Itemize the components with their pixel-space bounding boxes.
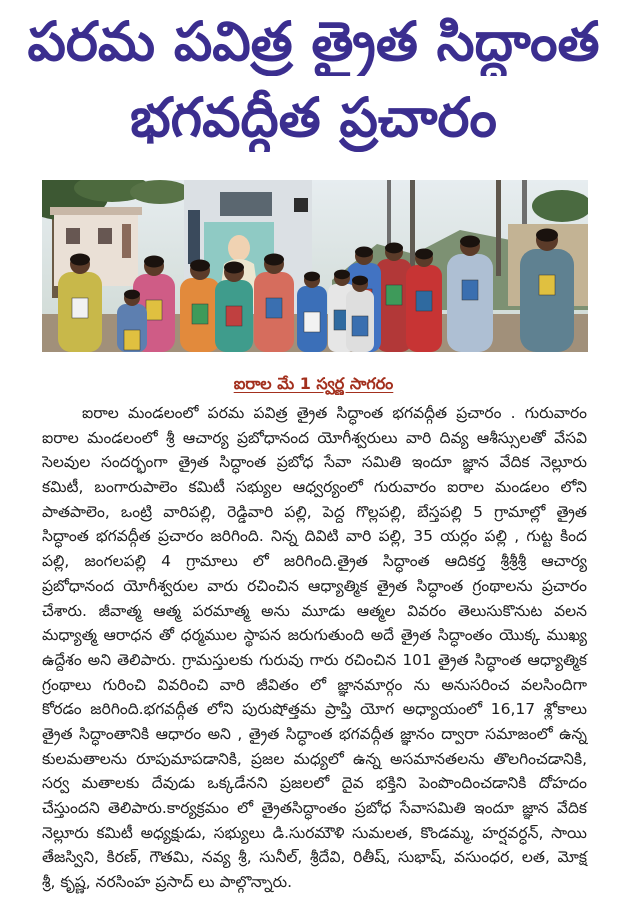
person-hair	[224, 262, 244, 274]
headline-line-1: పరమ పవిత్ర త్రైత సిద్ధాంత	[27, 10, 600, 73]
article-body-line: ఉద్దేశం అని తెలిపారు. గ్రామస్తులకు గురువు గారు రచించిన 101 త్రైత సిద్ధాంత ఆధ్యాత్మిక	[42, 650, 587, 669]
article-photo-scene	[42, 180, 588, 352]
article-body-line: గ్రంథాలు గురించి వివరించి వారి జీవితం లో జ్ఞానమార్గం ను అనుసరించ వలసిందిగా	[42, 675, 587, 694]
article-body-line: త్రైత సిద్ధాంతానికి ఆధారం అని , త్రైత సిద్ధాంత భగవద్గీత జ్ఞానం ద్వారా సమాజంలో ఉన్న	[42, 724, 587, 743]
person-body	[520, 249, 574, 352]
person-hair	[70, 254, 90, 266]
van-light	[294, 198, 308, 212]
person-hair	[460, 236, 480, 248]
article-photo	[42, 180, 588, 352]
article-body-line: మధ్యాత్మ ఆరాధన తో ధర్మముల స్థాపన జరుగుతుంది అదే త్రైత సిద్ధాంతం యొక్క ముఖ్య	[42, 626, 587, 645]
book	[416, 291, 432, 311]
house-window	[98, 228, 112, 244]
book	[192, 304, 208, 324]
van-grille	[220, 192, 272, 216]
article-body-line: చేస్తుందని తెలిపారు.కార్యక్రమం లో త్రైతసిద్ధాంతం ప్రబోధ సేవాసమితి ఇందూ జ్ఞాన వేదిక	[42, 799, 587, 817]
book	[386, 285, 402, 305]
person-hair	[124, 290, 140, 300]
article-body-line: సిద్ధాంత భగవద్గీత ప్రచారం జరిగింది. నిన్న దివిటి వారి పల్లి, 35 యర్లం పల్లి , గుట్ట కింద	[42, 527, 587, 546]
person-hair	[144, 256, 164, 268]
poster-figure-head	[228, 235, 250, 261]
person-hair	[190, 260, 210, 272]
person-body	[447, 254, 493, 352]
article-body-line: పల్లి, జంగలపల్లి 4 గ్రామాలు లో జరిగింది.త్రైత సిద్ధాంత ఆదికర్త శ్రీశ్రీశ్రీ ఆచార్య	[42, 552, 587, 571]
article-body-line: సర్వ మతాలకు దేవుడు ఒక్కడేనని ప్రజలలో దైవ భక్తిని పెంపొందించడానికి దోహదం	[42, 774, 587, 793]
person-hair	[536, 228, 558, 241]
house-roof	[50, 207, 142, 215]
palm-leaves	[130, 180, 190, 204]
book	[304, 312, 320, 332]
person-hair	[385, 243, 403, 254]
article-body-line: సెలవుల సందర్భంగా త్రైత సిద్ధాంత ప్రబోధ సేవా సమితి ఇందూ జ్ఞాన వేదిక నెల్లూరు	[42, 453, 587, 472]
person-hair	[334, 270, 350, 280]
person-hair	[355, 247, 373, 258]
person-hair	[415, 249, 433, 260]
article-body-line: కమిటీ, బంగారుపాలెం కమిటీ సభ్యుల ఆధ్వర్యంలో గురువారం ఐరాల మండలం లోని	[42, 478, 587, 497]
book	[72, 298, 88, 318]
article-body-line: కోరడం జరిగింది.భగవద్గీత లోని పురుషోత్తమ ప్రాప్తి యోగ అధ్యాయంలో 16,17 శ్లోకాలు	[42, 700, 587, 719]
book	[539, 275, 555, 295]
book	[146, 300, 162, 320]
article-body-line: శ్రీ, కృష్ణ, నరసింహ ప్రసాద్ లు పాల్గొన్నారు.	[42, 873, 293, 892]
person-hair	[304, 272, 320, 282]
article-body-line: తేజస్విని, కిరణ్, గౌతమి, నవ్య శ్రీ, సునీల్, శ్రీదేవి, రితీష్, సుభాష్, వసుంధర, లత, మోక్ష	[42, 848, 587, 867]
book	[266, 298, 282, 318]
article-body-line: ప్రబోధానంద యోగీశ్వరుల వారు రచించిన ఆధ్యాత్మిక త్రైత సిద్ధాంత గ్రంథాలను ప్రచారం	[42, 576, 587, 595]
person-hair	[352, 276, 368, 286]
article-body	[42, 401, 588, 895]
article-body-line: కులమతాలను రూపుమాపడానికి, ప్రజల మధ్యలో ఉన్న అసమానతలను తొలగించడానికి,	[42, 749, 587, 768]
article-body-line: ఐరాల మండలంలో పరమ పవిత్ర త్రైత సిద్ధాంత భగవద్గీత ప్రచారం . గురువారం	[82, 404, 587, 422]
book	[124, 330, 140, 350]
house-window	[66, 228, 80, 244]
article-body-line: నెల్లూరు కమిటీ అధ్యక్షుడు, సభ్యులు డి.సురమౌళి సుమలత, కొండమ్మ, హర్షవర్ధన్, సాయి	[42, 823, 587, 842]
dateline	[16, 373, 611, 395]
van-side-panel	[188, 210, 200, 264]
book	[226, 306, 242, 326]
article-body-line: పాతపాలెం, ఒంట్రి వారిపల్లి, రెడ్డివారి పల్లి, పెద్ద గొల్లపల్లి, బేస్తపల్లి 5 గ్రామాల్లో త్రైత	[42, 502, 587, 521]
person-hair	[264, 254, 284, 266]
headline-line-2: భగవద్గీత ప్రచారం	[130, 86, 497, 149]
book	[462, 280, 478, 300]
dateline-text: ఐరాల మే 1 స్వర్ణ సాగరం	[233, 374, 394, 393]
palm-trunk	[496, 180, 501, 276]
article-body-line: ఐరాల మండలంలో శ్రీ ఆచార్య ప్రబోధానంద యోగీశ్వరులు వారి దివ్య ఆశీస్సులతో వేసవి	[42, 428, 587, 447]
house-door	[122, 224, 131, 258]
article-body-line: చేశారు. జీవాత్మ ఆత్మ పరమాత్మ అను మూడు ఆత్మల వివరం తెలుసుకొనుట వలన	[42, 601, 587, 620]
book	[352, 316, 368, 336]
